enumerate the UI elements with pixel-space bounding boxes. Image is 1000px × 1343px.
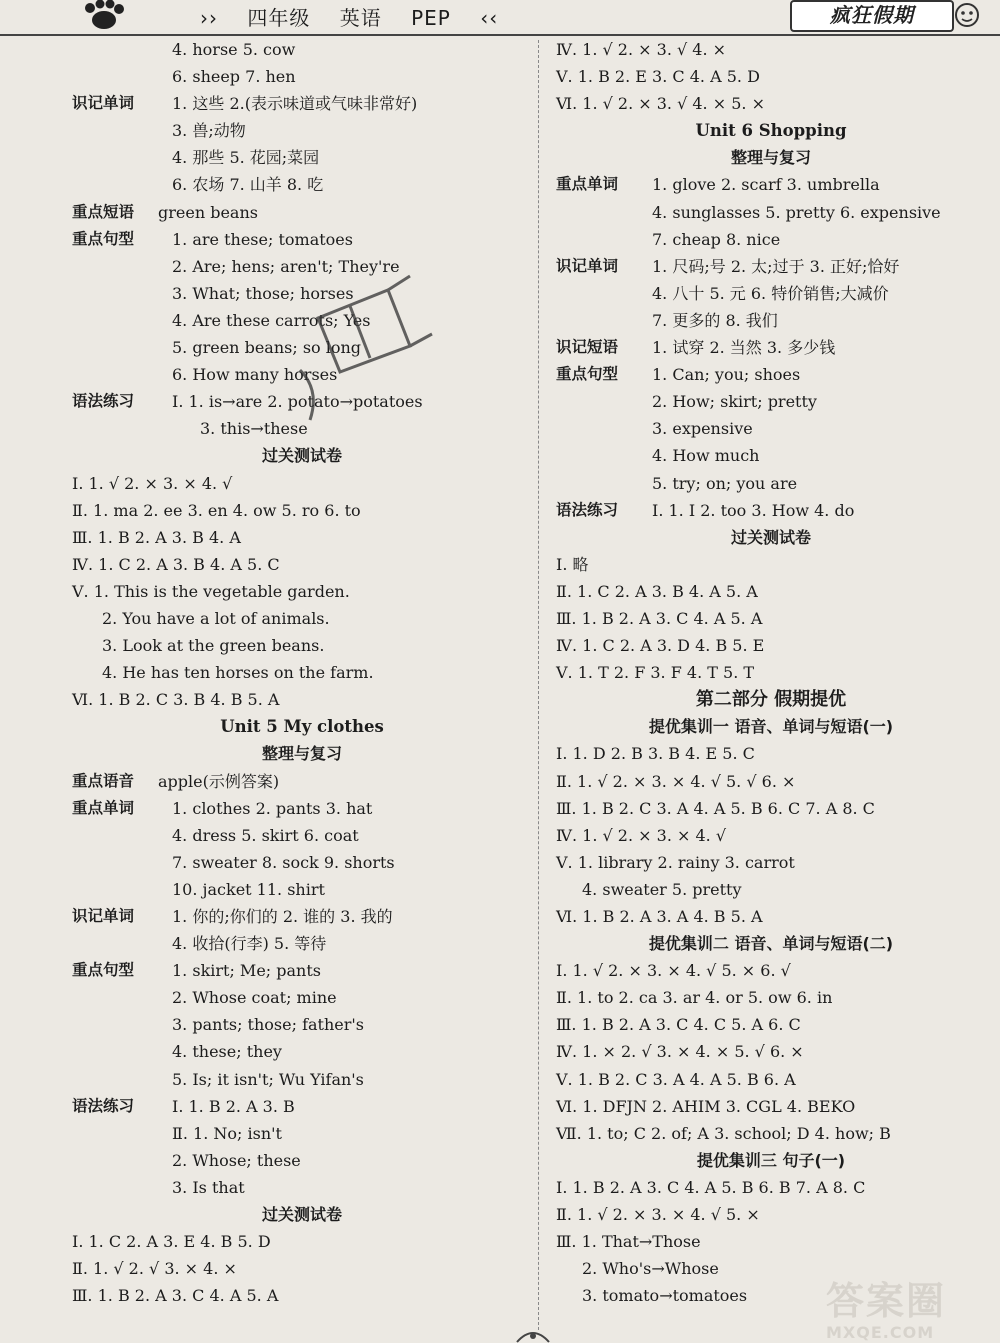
answer-line [72, 226, 532, 253]
answer-line [556, 903, 986, 930]
answer-text: 3. 兽;动物 [172, 121, 246, 141]
answer-line [556, 199, 986, 226]
answer-text: Ⅰ. 1. I 2. too 3. How 4. do [652, 500, 855, 520]
mascot-icon [952, 0, 982, 30]
watermark [826, 1270, 986, 1340]
answer-text: Ⅱ. 1. ma 2. ee 3. en 4. ow 5. ro 6. to [72, 500, 361, 520]
answer-text: Ⅶ. 1. to; C 2. of; A 3. school; D 4. how; B [556, 1123, 891, 1143]
column-divider [538, 40, 540, 1330]
answer-text: Ⅲ. 1. B 2. A 3. C 4. C 5. A 6. C [556, 1015, 801, 1035]
right-column [556, 36, 986, 1309]
answer-text: 过关测试卷 [261, 446, 342, 466]
answer-line [556, 1038, 986, 1065]
answer-text: Ⅰ. 1. is→are 2. potato→potatoes [172, 392, 423, 412]
answer-text: 2. How; skirt; pretty [652, 392, 817, 412]
answer-line [72, 90, 532, 117]
section-label: 语法练习 [556, 500, 619, 519]
answer-text: 2. Whose coat; mine [172, 988, 337, 1008]
answer-line [556, 1011, 986, 1038]
answer-line [72, 1066, 532, 1093]
answer-text: Ⅲ. 1. B 2. C 3. A 4. A 5. B 6. C 7. A 8. C [556, 798, 875, 818]
answer-line [72, 632, 532, 659]
answer-line [72, 1282, 532, 1309]
header-grade: 四年级 [247, 6, 311, 30]
answer-line [72, 199, 532, 226]
answer-text: Ⅰ. 1. √ 2. × 3. × 4. √ 5. × 6. √ [556, 961, 791, 981]
answer-text: 4. these; they [172, 1042, 282, 1062]
section-heading [556, 930, 986, 957]
answer-line [556, 280, 986, 307]
answer-text: Ⅰ. 1. D 2. B 3. B 4. E 5. C [556, 744, 755, 764]
stamp-mark [260, 270, 440, 430]
answer-text: 整理与复习 [730, 148, 811, 168]
answer-text: 2. Whose; these [172, 1150, 301, 1170]
answer-text: Unit 5 My clothes [220, 717, 384, 737]
answer-text: 4. horse 5. cow [172, 40, 296, 59]
answer-line [72, 903, 532, 930]
answer-line [556, 90, 986, 117]
answer-text: Ⅳ. 1. C 2. A 3. B 4. A 5. C [72, 554, 280, 574]
answer-line [72, 578, 532, 605]
answer-line [72, 551, 532, 578]
answer-line [72, 171, 532, 198]
answer-text: Ⅴ. 1. library 2. rainy 3. carrot [556, 852, 795, 872]
answer-text: Ⅴ. 1. This is the vegetable garden. [72, 581, 350, 601]
answer-text: Ⅵ. 1. DFJN 2. AHIM 3. CGL 4. BEKO [556, 1096, 856, 1116]
section-label: 语法练习 [72, 1096, 135, 1115]
answer-line [556, 822, 986, 849]
header-subject: 英语 [339, 6, 382, 30]
answer-text: apple(示例答案) [158, 771, 280, 791]
section-label: 重点单词 [556, 175, 619, 194]
section-label: 重点句型 [72, 229, 135, 248]
answer-line [556, 768, 986, 795]
answer-text: 6. sheep 7. hen [172, 67, 296, 87]
section-label: 识记短语 [556, 338, 619, 357]
answer-text: Ⅰ. 1. √ 2. × 3. × 4. √ [72, 473, 233, 493]
answer-text: Ⅱ. 1. C 2. A 3. B 4. A 5. A [556, 581, 758, 601]
answer-line [72, 63, 532, 90]
answer-line [556, 795, 986, 822]
answer-text: 2. Who's→Whose [582, 1259, 719, 1279]
answer-text: Ⅱ. 1. √ 2. × 3. × 4. √ 5. √ 6. × [556, 771, 796, 791]
answer-text: Ⅲ. 1. That→Those [556, 1232, 701, 1252]
answer-line [72, 1174, 532, 1201]
answer-text: Ⅴ. 1. B 2. C 3. A 4. A 5. B 6. A [556, 1069, 796, 1089]
answer-text: Ⅳ. 1. × 2. √ 3. × 4. × 5. √ 6. × [556, 1042, 804, 1062]
answer-text: 1. Can; you; shoes [652, 365, 801, 385]
answer-line [556, 984, 986, 1011]
answer-text: 3. Is that [172, 1177, 245, 1197]
answer-text: Ⅱ. 1. √ 2. √ 3. × 4. × [72, 1259, 237, 1279]
answer-text: 第二部分 假期提优 [695, 689, 847, 711]
answer-line [72, 605, 532, 632]
watermark-url: MXQE.COM [826, 1323, 935, 1342]
answer-text: Ⅲ. 1. B 2. A 3. C 4. A 5. A [72, 1286, 279, 1306]
answer-line [556, 63, 986, 90]
answer-text: 5. green beans; so long [172, 338, 362, 358]
answer-line [556, 334, 986, 361]
answer-text: 1. 这些 2.(表示味道或气味非常好) [172, 94, 418, 114]
answer-line [556, 36, 986, 63]
answer-text: 过关测试卷 [261, 1205, 342, 1225]
answer-line [72, 144, 532, 171]
section-label: 语法练习 [72, 392, 135, 411]
answer-line [556, 497, 986, 524]
answer-text: 整理与复习 [261, 744, 342, 764]
answer-text: 4. How much [652, 446, 760, 466]
answer-text: 5. try; on; you are [652, 473, 798, 493]
answer-line [72, 984, 532, 1011]
answer-text: 7. cheap 8. nice [652, 229, 781, 249]
answer-line [556, 740, 986, 767]
answer-text: 提优集训一 语音、单词与短语(一) [648, 717, 894, 737]
answer-text: 1. 你的;你们的 2. 谁的 3. 我的 [172, 907, 393, 926]
answer-text: 6. 农场 7. 山羊 8. 吃 [172, 175, 324, 195]
answer-line [556, 307, 986, 334]
answer-text: Ⅳ. 1. √ 2. × 3. × 4. √ [556, 825, 727, 845]
answer-line [72, 1255, 532, 1282]
answer-text: 1. 试穿 2. 当然 3. 多少钱 [652, 338, 836, 358]
section-heading [72, 1201, 532, 1228]
section-heading [556, 686, 986, 713]
answer-line [556, 1228, 986, 1255]
answer-text: 4. sweater 5. pretty [582, 879, 742, 899]
answer-line [556, 1174, 986, 1201]
section-label: 重点句型 [556, 365, 619, 384]
answer-line [556, 1201, 986, 1228]
section-label: 重点语音 [72, 771, 135, 790]
answer-text: 3. this→these [200, 419, 308, 439]
answer-text: 1. 尺码;号 2. 太;过于 3. 正好;恰好 [652, 256, 900, 276]
answer-line [72, 876, 532, 903]
answer-line [72, 36, 532, 63]
answer-text: Ⅵ. 1. B 2. A 3. A 4. B 5. A [556, 907, 763, 926]
section-heading [72, 713, 532, 740]
answer-text: 4. He has ten horses on the farm. [102, 663, 374, 683]
answer-line [556, 849, 986, 876]
section-label: 重点短语 [72, 202, 135, 221]
brand-logo: 疯狂假期 [790, 0, 954, 32]
paw-icon [82, 0, 126, 30]
section-heading [72, 442, 532, 469]
section-label: 重点单词 [72, 798, 135, 817]
answer-line [556, 605, 986, 632]
answer-text: 3. expensive [652, 419, 753, 439]
answer-line [72, 524, 532, 551]
answer-text: 10. jacket 11. shirt [172, 879, 325, 899]
answer-line [72, 768, 532, 795]
answer-line [556, 578, 986, 605]
answer-line [556, 1066, 986, 1093]
answer-text: Ⅵ. 1. B 2. C 3. B 4. B 5. A [72, 690, 280, 710]
section-label: 识记单词 [556, 256, 619, 275]
answer-text: Ⅳ. 1. C 2. A 3. D 4. B 5. E [556, 636, 765, 656]
answer-text: Ⅵ. 1. √ 2. × 3. √ 4. × 5. × [556, 94, 765, 114]
answer-text: Ⅴ. 1. B 2. E 3. C 4. A 5. D [556, 67, 760, 87]
answer-text: 1. skirt; Me; pants [172, 961, 321, 981]
answer-line [72, 470, 532, 497]
answer-line [72, 822, 532, 849]
answer-text: 2. You have a lot of animals. [102, 608, 330, 628]
answer-line [72, 1093, 532, 1120]
header-title: ›› 四年级 英语 PEP ‹‹ [200, 6, 499, 30]
section-heading [556, 144, 986, 171]
answer-line [72, 497, 532, 524]
answer-text: Ⅳ. 1. √ 2. × 3. √ 4. × [556, 40, 727, 59]
answer-line [556, 1093, 986, 1120]
answer-text: Ⅰ. 1. B 2. A 3. B [172, 1096, 295, 1116]
answer-line [72, 659, 532, 686]
answer-text: 5. Is; it isn't; Wu Yifan's [172, 1069, 364, 1089]
answer-text: 4. 那些 5. 花园;菜园 [172, 148, 320, 168]
answer-line [556, 253, 986, 280]
answer-line [72, 1120, 532, 1147]
answer-line [556, 957, 986, 984]
answer-text: 4. dress 5. skirt 6. coat [172, 825, 359, 845]
answer-line [72, 930, 532, 957]
answer-line [72, 117, 532, 144]
answer-text: 过关测试卷 [730, 527, 811, 547]
answer-text: Ⅰ. 1. B 2. A 3. C 4. A 5. B 6. B 7. A 8. C [556, 1177, 866, 1197]
answer-text: 4. 收拾(行李) 5. 等待 [172, 934, 327, 954]
answer-text: 7. sweater 8. sock 9. shorts [172, 852, 395, 872]
answer-text: 提优集训二 语音、单词与短语(二) [648, 934, 894, 954]
page-number-ornament [515, 1326, 551, 1343]
answer-line [72, 1038, 532, 1065]
section-heading [556, 117, 986, 144]
answer-line [556, 442, 986, 469]
answer-text: Ⅴ. 1. T 2. F 3. F 4. T 5. T [556, 663, 755, 683]
section-heading [556, 524, 986, 551]
section-label: 重点句型 [72, 961, 135, 980]
answer-text: Ⅰ. 略 [556, 554, 589, 574]
answer-line [556, 171, 986, 198]
answer-line [556, 388, 986, 415]
answer-text: 4. 八十 5. 元 6. 特价销售;大减价 [652, 283, 889, 303]
answer-line [556, 632, 986, 659]
answer-text: 3. tomato→tomatoes [582, 1286, 748, 1306]
answer-text: 提优集训三 句子(一) [696, 1150, 846, 1170]
answer-line [72, 795, 532, 822]
left-column [72, 36, 532, 1309]
answer-text: 2. Are; hens; aren't; They're [172, 256, 400, 276]
section-heading [556, 1147, 986, 1174]
answer-line [72, 849, 532, 876]
answer-line [556, 1120, 986, 1147]
answer-line [72, 1147, 532, 1174]
answer-line [556, 415, 986, 442]
answer-text: Ⅰ. 1. C 2. A 3. E 4. B 5. D [72, 1232, 271, 1252]
answer-line [556, 226, 986, 253]
answer-text: 7. 更多的 8. 我们 [652, 310, 778, 330]
watermark-title: 答案圈 [826, 1279, 947, 1323]
answer-text: 6. How many horses [172, 365, 338, 385]
answer-line [556, 659, 986, 686]
answer-text: 1. are these; tomatoes [172, 229, 353, 249]
answer-text: 1. clothes 2. pants 3. hat [172, 798, 373, 818]
section-label: 识记单词 [72, 907, 135, 925]
section-heading [556, 713, 986, 740]
answer-text: Unit 6 Shopping [695, 121, 847, 141]
answer-line [72, 686, 532, 713]
section-heading [72, 740, 532, 767]
answer-text: Ⅱ. 1. No; isn't [172, 1123, 282, 1143]
section-label: 识记单词 [72, 94, 135, 113]
answer-text: Ⅱ. 1. to 2. ca 3. ar 4. or 5. ow 6. in [556, 988, 833, 1008]
answer-line [72, 957, 532, 984]
answer-line [72, 1228, 532, 1255]
answer-text: green beans [158, 202, 258, 222]
answer-line [556, 876, 986, 903]
answer-text: 4. Are these carrots; Yes [172, 310, 371, 330]
answer-text: 1. glove 2. scarf 3. umbrella [652, 175, 880, 195]
page-header [0, 0, 1000, 36]
answer-line [556, 551, 986, 578]
answer-text: 3. What; those; horses [172, 283, 354, 303]
answer-text: 3. Look at the green beans. [102, 636, 325, 656]
answer-text: Ⅲ. 1. B 2. A 3. C 4. A 5. A [556, 608, 763, 628]
header-edition: PEP [411, 6, 451, 30]
answer-text: Ⅲ. 1. B 2. A 3. B 4. A [72, 527, 241, 547]
answer-line [72, 1011, 532, 1038]
answer-line [556, 361, 986, 388]
answer-text: 4. sunglasses 5. pretty 6. expensive [652, 202, 941, 222]
answer-text: 3. pants; those; father's [172, 1015, 364, 1035]
answer-line [556, 470, 986, 497]
answer-text: Ⅱ. 1. √ 2. × 3. × 4. √ 5. × [556, 1205, 760, 1225]
